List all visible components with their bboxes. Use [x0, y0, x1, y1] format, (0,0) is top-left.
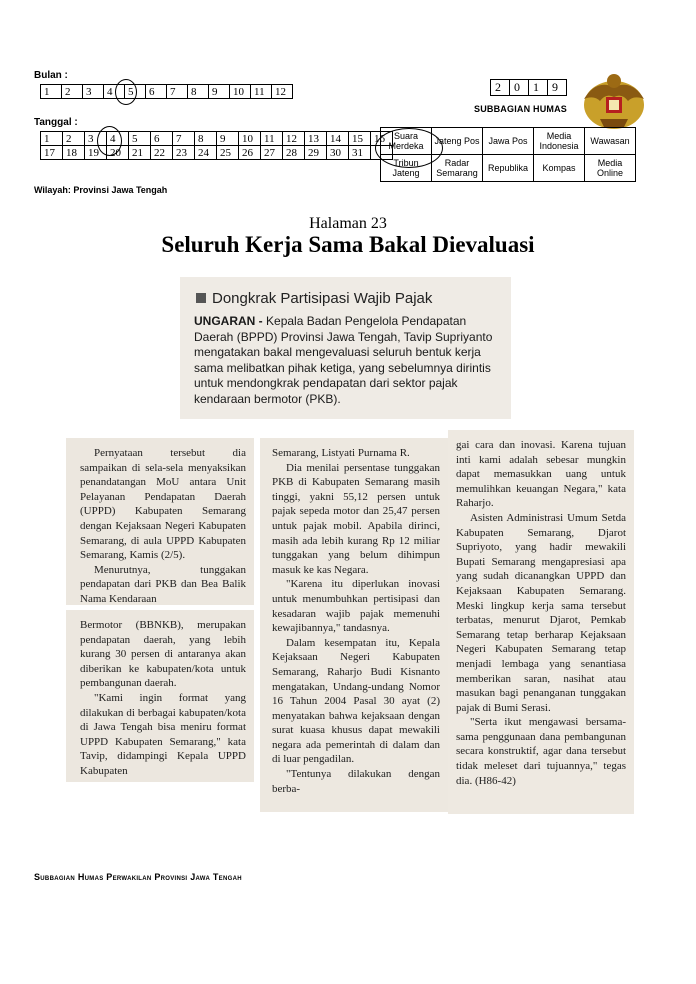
- media-cell: Media Online: [585, 155, 636, 182]
- tanggal-cell: 24: [195, 146, 217, 160]
- bulan-cell: 6: [146, 85, 167, 99]
- tanggal-cell: 26: [239, 146, 261, 160]
- bulan-cell: 9: [209, 85, 230, 99]
- tanggal-cell: 19: [85, 146, 107, 160]
- bulan-cell: 7: [167, 85, 188, 99]
- media-cell: Jawa Pos: [483, 128, 534, 155]
- bulan-cell: 10: [230, 85, 251, 99]
- tanggal-cell: 12: [283, 132, 305, 146]
- square-bullet-icon: [196, 293, 206, 303]
- clipping-col3: [448, 430, 634, 814]
- bulan-cell: 12: [272, 85, 293, 99]
- clipping-col1-top: [66, 438, 254, 605]
- media-cell: Republika: [483, 155, 534, 182]
- article-paragraph: "Tentunya dilakukan dengan berba-: [272, 768, 440, 795]
- bulan-label: Bulan :: [34, 70, 68, 81]
- media-cell: Jateng Pos: [432, 128, 483, 155]
- bulan-cell: 5: [125, 85, 146, 99]
- article-paragraph: "Kami ingin format yang dilakukan di berbagai kabupaten/kota di Jawa Tengah bisa meniru format UPPD Kabupaten Semarang," kata Tavip, didampingi Kepala UPPD Kabupaten: [80, 691, 246, 777]
- media-cell: Wawasan: [585, 128, 636, 155]
- article-paragraph: "Serta ikut mengawasi bersama-sama penggunaan dana pembangunan secara konstruktif, agar dana tersebut tidak meleset dari tujuannya," tegas dia. (H86-42): [456, 716, 626, 787]
- tanggal-cell: 20: [107, 146, 129, 160]
- media-cell: Media Indonesia: [534, 128, 585, 155]
- tanggal-cell: 3: [85, 132, 107, 146]
- tanggal-cell: 7: [173, 132, 195, 146]
- tahun-cell: 0: [510, 80, 529, 96]
- tanggal-cell: 23: [173, 146, 195, 160]
- clipping-col2: [260, 438, 448, 812]
- article-column-3: [456, 438, 626, 788]
- bulan-cell: 3: [83, 85, 104, 99]
- tanggal-cell: 17: [41, 146, 63, 160]
- tanggal-label: Tanggal :: [34, 117, 78, 128]
- media-cell: Tribun Jateng: [381, 155, 432, 182]
- article-lead: [194, 314, 506, 408]
- tanggal-cell: 14: [327, 132, 349, 146]
- tanggal-cell: 16: [371, 132, 393, 146]
- article-paragraph: Dalam kesempatan itu, Kepala Kejaksaan Negeri Kabupaten Semarang, Raharjo Budi Kisnanto mengatakan, Undang-undang Nomor 16 Tahun 2004 Pasal 30 ayat (2) menyatakan bahwa kejaksaan dengan surat kuasa khusus dapat mewakili negara ada pemerintah di dalam dan di luar pengadilan.: [272, 636, 440, 766]
- article-paragraph: "Karena itu diperlukan inovasi untuk menumbuhkan pertisipasi dan kesadaran wajib pajak memenuhi kewajibannya," tandasnya.: [272, 578, 440, 635]
- clipping-lead-box: [180, 277, 511, 419]
- kicker-text: Dongkrak Partisipasi Wajib Pajak: [212, 290, 433, 307]
- tanggal-cell: 18: [63, 146, 85, 160]
- wilayah-label: Wilayah: Provinsi Jawa Tengah: [34, 185, 168, 195]
- tanggal-cell: 31: [349, 146, 371, 160]
- tanggal-cell: 30: [327, 146, 349, 160]
- tanggal-cell: 21: [129, 146, 151, 160]
- tanggal-cell: 11: [261, 132, 283, 146]
- tanggal-cell: 25: [217, 146, 239, 160]
- tanggal-cell: 15: [349, 132, 371, 146]
- tanggal-cell: 4: [107, 132, 129, 146]
- bulan-cell: 1: [41, 85, 62, 99]
- tahun-cell: 9: [548, 80, 567, 96]
- dateline: UNGARAN -: [194, 314, 263, 328]
- tahun-cell: 2: [491, 80, 510, 96]
- article-paragraph: Menurutnya, tunggakan pendapatan dari PKB dan Bea Balik Nama Kendaraan: [80, 563, 246, 605]
- media-cell: Suara Merdeka: [381, 128, 432, 155]
- bulan-cell: 8: [188, 85, 209, 99]
- tanggal-cell: 9: [217, 132, 239, 146]
- article-kicker: [196, 290, 432, 307]
- bulan-cell: 4: [104, 85, 125, 99]
- selected-month-circle: [115, 79, 137, 105]
- tanggal-cell: 8: [195, 132, 217, 146]
- tanggal-cell: 2: [63, 132, 85, 146]
- bulan-grid: [40, 84, 293, 99]
- page-number: Halaman 23: [309, 215, 387, 232]
- selected-date-circle: [97, 126, 122, 156]
- tanggal-cell: 5: [129, 132, 151, 146]
- media-cell: Kompas: [534, 155, 585, 182]
- article-column-1b: [80, 618, 246, 779]
- article-paragraph: Pernyataan tersebut dia sampaikan di sela-sela menyaksikan penandatangan MoU antara Unit Pelayanan Pendapatan Daerah (UPPD) Kabupaten Semarang dengan Kejaksaan Negeri Kabupaten Semarang, di aula UPPD Kabupaten Semarang, Kamis (2/5).: [80, 447, 246, 562]
- footer-text: Subbagian Humas Perwakilan Provinsi Jawa Tengah: [34, 872, 242, 882]
- tanggal-cell: 22: [151, 146, 173, 160]
- tanggal-cell: 27: [261, 146, 283, 160]
- clipping-col1-bottom: [66, 610, 254, 782]
- tanggal-cell: 6: [151, 132, 173, 146]
- tahun-cell: 1: [529, 80, 548, 96]
- garuda-emblem-icon: [578, 69, 650, 133]
- article-column-1a: [80, 446, 246, 607]
- article-paragraph: Asisten Administrasi Umum Setda Kabupaten Semarang, Djarot Supriyoto, yang hadir mewakili Bupati Semarang mengapresiasi apa yang sudah dicanangkan UPPD dan Kejaksaan Kabupaten Semarang. Meski lingkup kerja sama tersebut terbatas, menurut Djarot, Pemkab Semarang tetap berharap Kejaksaan Negeri Kabupaten Semarang tetap menjadi lembaga yang senantiasa memberikan saran, nasihat atau masukan bagi penanganan tunggakan pajak di Bumi Serasi.: [456, 511, 626, 714]
- article-paragraph: gai cara dan inovasi. Karena tujuan inti kami adalah sebesar mungkin dapat memasukkan uang untuk memulihkan keuangan Negara," kata Raharjo.: [456, 439, 626, 510]
- tanggal-cell: 29: [305, 146, 327, 160]
- tanggal-cell: 1: [41, 132, 63, 146]
- article-paragraph: Dia menilai persentase tunggakan PKB di Kabupaten Semarang masih tinggi, yakni 55,12 persen untuk pajak sepeda motor dan 25,47 persen untuk pajak mobil. Apabila dirinci, masih ada lebih kurang Rp 12 miliar tunggakan yang belum dihimpun masuk ke kas Negara.: [272, 461, 440, 576]
- article-paragraph: Bermotor (BBNKB), merupakan pendapatan daerah, yang lebih kurang 30 persen di antaranya akan diberikan ke kabupaten/kota untuk pembangunan daerah.: [80, 619, 246, 690]
- selected-media-circle: [375, 128, 443, 168]
- subbagian-humas-label: SUBBAGIAN HUMAS: [474, 104, 567, 114]
- article-column-2: [272, 446, 440, 796]
- tanggal-cell: 28: [283, 146, 305, 160]
- tanggal-cell: 13: [305, 132, 327, 146]
- tanggal-cell: 10: [239, 132, 261, 146]
- bulan-cell: 11: [251, 85, 272, 99]
- tahun-grid: [490, 79, 567, 96]
- media-cell: Radar Semarang: [432, 155, 483, 182]
- lead-text: Kepala Badan Pengelola Pendapatan Daerah (BPPD) Provinsi Jawa Tengah, Tavip Supriyanto mengatakan bakal mengevaluasi seluruh bentuk kerja sama melibatkan pihak ketiga, yang sebelumnya dirintis untuk mendongkrak pendapatan dari sektor pajak kendaraan bermotor (PKB).: [194, 314, 493, 406]
- bulan-cell: 2: [62, 85, 83, 99]
- article-paragraph: Semarang, Listyati Purnama R.: [272, 447, 410, 459]
- article-headline: Seluruh Kerja Sama Bakal Dievaluasi: [161, 232, 535, 257]
- tanggal-grid: [40, 131, 393, 160]
